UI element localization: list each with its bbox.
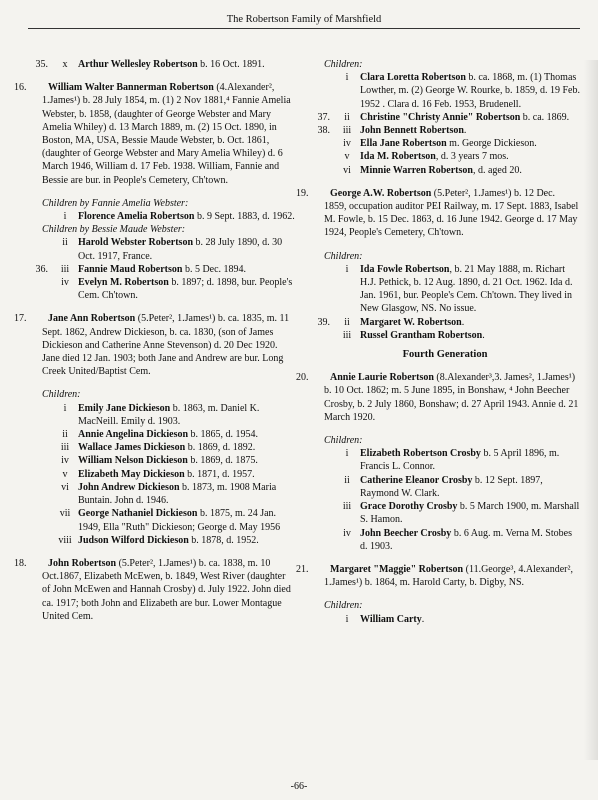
child-details: b. 9 Sept. 1883, d. 1962. <box>194 211 295 223</box>
children-subheading: Children: <box>324 600 363 612</box>
child-details: b. 1875, m. 24 Jan. 1949, Ella "Ruth" Dickieson; George d. May 1956 <box>78 508 281 533</box>
child-name: Margaret W. Robertson <box>360 316 462 328</box>
child-number <box>310 164 334 177</box>
child-row <box>310 316 580 329</box>
child-details: , d. 3 years 7 mos. <box>435 151 509 163</box>
child-roman-numeral: x <box>62 59 68 70</box>
child-row <box>310 124 580 137</box>
child-number <box>310 527 334 553</box>
child-roman-numeral: v <box>344 151 350 163</box>
children-subheading: Children: <box>42 389 81 401</box>
child-details: b. 5 March 1900, m. Marshall S. Hamon. <box>360 501 580 526</box>
child-name: Clara Loretta Robertson <box>360 72 466 84</box>
child-roman-numeral: iv <box>61 277 69 289</box>
children-subheading: Children by Fannie Amelia Webster: <box>42 197 189 209</box>
child-row <box>310 164 580 177</box>
child-number <box>28 402 52 428</box>
child-number <box>28 236 52 262</box>
child-details: . <box>482 329 485 341</box>
child-number <box>28 276 52 302</box>
child-roman-numeral: iv <box>343 138 351 150</box>
child-number: 35. <box>35 59 48 70</box>
child-name: Ida Fowle Robertson <box>360 263 450 275</box>
child-number <box>310 150 334 163</box>
child-number: 36. <box>35 263 48 275</box>
child-details: b. 1873, m. 1908 Maria Buntain. John d. 1946. <box>78 481 277 507</box>
child-number <box>310 447 334 473</box>
child-number <box>310 474 334 500</box>
child-number <box>310 263 334 316</box>
child-row <box>310 474 580 500</box>
child-details: b. 1897; d. 1898, bur. People's Cem. Ch'town. <box>78 277 293 302</box>
child-number <box>28 534 52 547</box>
child-roman-numeral: i <box>345 448 349 460</box>
child-row <box>28 402 296 428</box>
child-name: William Nelson Dickieson <box>78 455 188 467</box>
child-name: Fannie Maud Robertson <box>78 263 183 275</box>
child-number <box>28 468 52 481</box>
entry-number: 16. <box>14 82 27 94</box>
children-subheading: Children: <box>324 59 363 70</box>
child-name: Evelyn M. Robertson <box>78 277 169 289</box>
child-roman-numeral: i <box>345 613 349 625</box>
entry-number: 19. <box>296 187 309 199</box>
children-subheading: Children: <box>324 250 363 262</box>
child-roman-numeral: ii <box>344 111 350 123</box>
child-row <box>28 58 296 71</box>
child-details: m. George Dickieson. <box>446 138 537 150</box>
person-entry <box>296 563 580 589</box>
page-edge-shadow <box>584 60 598 760</box>
person-name: Jane Ann Robertson <box>48 313 136 325</box>
entry-number: 17. <box>14 313 27 325</box>
child-row <box>310 500 580 526</box>
generation-heading: Fourth Generation <box>402 349 488 361</box>
child-roman-numeral: iii <box>342 501 352 513</box>
child-details: b. 1865, d. 1954. <box>188 429 259 441</box>
child-roman-numeral: iv <box>343 527 351 539</box>
child-roman-numeral: v <box>62 468 68 480</box>
child-name: Harold Webster Robertson <box>78 237 194 249</box>
child-name: Catherine Eleanor Crosby <box>360 474 473 486</box>
child-roman-numeral: vi <box>343 164 351 176</box>
child-number: 38. <box>317 125 330 137</box>
child-row <box>310 263 580 316</box>
child-details: , d. aged 20. <box>472 164 522 176</box>
child-details: b. ca. 1869. <box>520 111 570 123</box>
person-name: George A.W. Robertson <box>330 187 432 199</box>
child-row <box>310 111 580 124</box>
child-roman-numeral: vii <box>59 508 71 520</box>
entry-number: 18. <box>14 557 27 569</box>
person-details: (5.Peter², 1.James¹) b. ca. 1835, m. 11 Sept. 1862, Andrew Dickieson, b. ca. 1830, (son of James Dickieson and Catherine Anne Stevenson) d. 20 Dec 1920. Jane died 12 Jan. 1903; both Jane and Andrew are bur. Long Creek United/Baptist Cem. <box>42 313 290 378</box>
child-name: Arthur Wellesley Robertson <box>78 59 198 70</box>
child-name: John Beecher Crosby <box>360 527 452 539</box>
person-entry <box>296 187 580 240</box>
child-roman-numeral: iii <box>342 125 352 137</box>
person-entry <box>296 371 580 424</box>
child-number <box>28 454 52 467</box>
child-number: 37. <box>317 111 330 123</box>
child-roman-numeral: viii <box>58 534 72 546</box>
child-name: George Nathaniel Dickieson <box>78 508 198 520</box>
child-row <box>310 71 580 111</box>
person-details: (8.Alexander³,3. James², 1.James¹) b. 10 Oct. 1862; m. 5 June 1895, in Bonshaw, ⁴ John Beecher Crosby, b. 2 July 1860, Bonshaw; d. 27 April 1943. Annie d. 21 March 1920. <box>324 372 579 423</box>
child-number <box>28 481 52 507</box>
child-row <box>28 276 296 302</box>
child-roman-numeral: iii <box>60 263 70 275</box>
left-column <box>14 58 296 633</box>
child-row <box>28 454 296 467</box>
child-roman-numeral: iii <box>60 442 70 454</box>
children-subheading: Children by Bessie Maude Webster: <box>42 224 186 236</box>
person-entry <box>14 312 296 378</box>
child-row <box>310 137 580 150</box>
children-subheading: Children: <box>324 435 363 447</box>
child-details: , b. 21 May 1888, m. Richart H.J. Pethick, b. 12 Aug. 1890, d. 21 Oct. 1962. Ida d. Jan. 1961, bur. People's Cem. Ch'town. They lived in New Glasgow, NS. No issue. <box>360 263 573 315</box>
child-name: Wallace James Dickieson <box>78 442 186 454</box>
child-roman-numeral: ii <box>62 429 68 441</box>
person-name: Margaret "Maggie" Robertson <box>330 563 464 575</box>
child-details: b. 12 Sept. 1897, Raymond W. Clark. <box>360 474 543 499</box>
person-details: (11.George³, 4.Alexander², 1.James¹) b. 1864, m. Harold Carty, b. Digby, NS. <box>324 563 573 589</box>
child-row <box>310 329 580 342</box>
child-details: b. 1863, m. Daniel K. MacNeill. Emily d. 1903. <box>78 402 260 427</box>
child-roman-numeral: iv <box>61 455 69 467</box>
child-row <box>28 468 296 481</box>
child-number <box>28 507 52 533</box>
child-roman-numeral: i <box>63 402 67 414</box>
child-row <box>310 527 580 553</box>
child-roman-numeral: i <box>345 72 349 84</box>
child-number <box>310 71 334 111</box>
child-number <box>28 428 52 441</box>
child-name: Minnie Warren Robertson <box>360 164 473 176</box>
child-number: 39. <box>317 316 330 328</box>
child-roman-numeral: i <box>345 263 349 275</box>
person-details: (5.Peter², 1.James¹) b. 12 Dec. 1859, occupation auditor PEI Railway, m. 17 Sept. 1883, Isabel M. Fowle, b. 15 Dec. 1863, d. 16 June 1942. George d. 17 May 1924, People's Cemetery, Ch'town. <box>324 187 579 239</box>
child-number <box>310 613 334 626</box>
child-name: Annie Angelina Dickieson <box>78 429 189 441</box>
child-row <box>28 441 296 454</box>
child-details: b. 5 April 1896, m. Francis L. Connor. <box>360 448 560 473</box>
person-name: John Robertson <box>48 557 117 569</box>
child-roman-numeral: ii <box>62 237 68 249</box>
child-number <box>28 441 52 454</box>
child-name: John Bennett Robertson <box>360 125 464 137</box>
child-name: Grace Dorothy Crosby <box>360 501 458 513</box>
child-name: Florence Amelia Robertson <box>78 211 195 223</box>
child-row <box>310 447 580 473</box>
right-column <box>296 58 580 626</box>
entry-number: 20. <box>296 372 309 384</box>
child-details: b. 28 July 1890, d. 30 Oct. 1917, France. <box>78 237 283 262</box>
child-details: b. 1869, d. 1875. <box>187 455 258 467</box>
child-row <box>28 263 296 276</box>
child-row <box>310 150 580 163</box>
page-number: -66- <box>290 781 308 792</box>
child-name: Judson Wilford Dickieson <box>78 534 189 546</box>
page-footer <box>0 781 598 792</box>
header-title: The Robertson Family of Marshfield <box>226 14 382 25</box>
child-name: Christine "Christy Annie" Robertson <box>360 111 521 123</box>
child-name: Ida M. Robertson <box>360 151 436 163</box>
child-row <box>28 507 296 533</box>
person-name: William Walter Bannerman Robertson <box>48 82 214 94</box>
person-details: (5.Peter², 1.James¹) b. ca. 1838, m. 10 Oct.1867, Elizabeth McEwen, b. 1849, West River (daughter of John McEwen and Hannah Crosby) d. July 1922. John died ca. 1917; both John and Elizabeth are bur. Lower Montague United Cem. <box>42 557 291 622</box>
child-details: b. 5 Dec. 1894. <box>182 263 247 275</box>
child-details: . <box>461 316 465 328</box>
child-name: Elizabeth May Dickieson <box>78 468 185 480</box>
child-name: Ella Jane Robertson <box>360 138 447 150</box>
child-number <box>310 137 334 150</box>
child-number <box>310 329 334 342</box>
person-entry <box>14 557 296 623</box>
child-details: . <box>463 125 467 137</box>
child-details: b. 16 Oct. 1891. <box>197 59 265 70</box>
child-row <box>28 428 296 441</box>
child-details: b. 1871, d. 1957. <box>184 468 255 480</box>
child-roman-numeral: iii <box>342 329 352 341</box>
child-details: b. 6 Aug. m. Verna M. Stobes d. 1903. <box>360 527 572 552</box>
child-name: John Andrew Dickieson <box>78 481 180 493</box>
child-details: b. 1869, d. 1892. <box>185 442 256 454</box>
running-header <box>28 14 580 29</box>
child-row <box>28 534 296 547</box>
entry-number: 21. <box>296 563 309 575</box>
child-row <box>28 236 296 262</box>
child-number <box>28 210 52 223</box>
child-roman-numeral: i <box>63 211 67 223</box>
person-entry <box>14 81 296 187</box>
person-name: Annie Laurie Robertson <box>330 372 434 384</box>
child-row <box>310 613 580 626</box>
child-name: Elizabeth Robertson Crosby <box>360 448 481 460</box>
child-roman-numeral: vi <box>61 481 69 493</box>
person-details: (4.Alexander², 1.James¹) b. 28 July 1854, m. (1) 2 Nov 1881,⁴ Fannie Amelia Webster, b. 1858, (daughter of George Webster and Mary Amelia Whiley) d. 13 March 1889, m. (2) 15 Oct. 1890, in Boston, MA, USA, Bessie Maude Webster, b. Oct. 1861, (daughter of George Webster and Mary Amelia Whiley) d. 6 March 1946, William d. 17 Feb. 1938. William, Fannie and Bessie are bur. in People's Cemetery, Ch'town. <box>42 82 291 186</box>
child-details: . <box>421 613 425 625</box>
child-roman-numeral: ii <box>344 316 350 328</box>
child-row <box>28 481 296 507</box>
child-name: William Carty <box>360 613 422 625</box>
child-number <box>310 500 334 526</box>
child-details: b. ca. 1868, m. (1) Thomas Lowther, m. (2) George W. Rourke, b. 1859, d. 19 Feb. 1952 . Clara d. 16 Feb. 1953, Brudenell. <box>360 72 580 110</box>
child-row <box>28 210 296 223</box>
child-name: Russel Grantham Robertson <box>360 329 483 341</box>
child-details: b. 1878, d. 1952. <box>188 534 259 546</box>
child-name: Emily Jane Dickieson <box>78 402 171 414</box>
child-roman-numeral: ii <box>344 474 350 486</box>
